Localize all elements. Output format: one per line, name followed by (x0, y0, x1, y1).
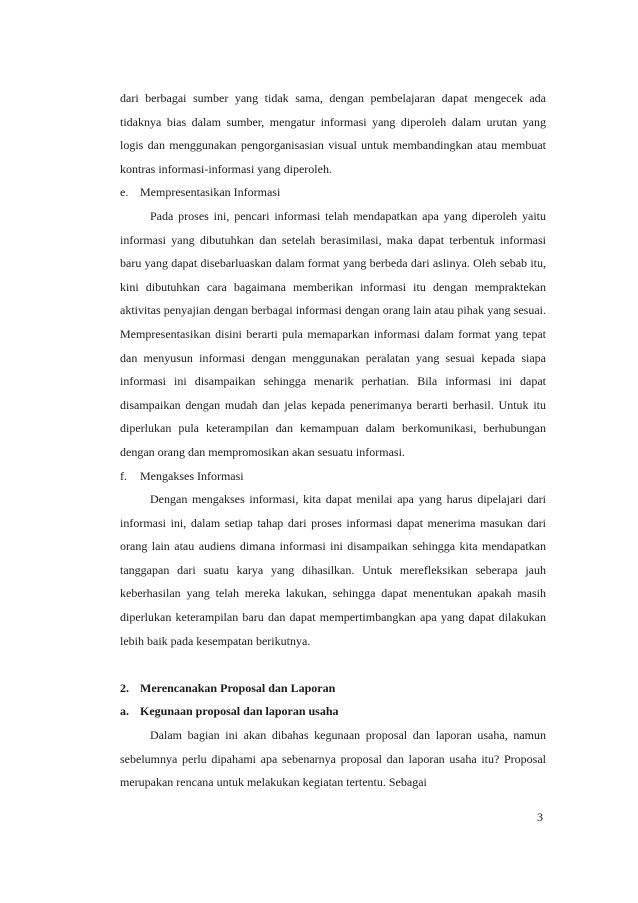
paragraph-kegunaan: Dalam bagian ini akan dibahas kegunaan proposal dan laporan usaha, namun sebelumnya perlu dipahami apa sebenarnya proposal dan laporan usaha itu? Proposal merupakan rencana untuk melakukan kegiatan tertentu. Sebagai (120, 728, 546, 790)
subheading-e-title: Mempresentasikan Informasi (140, 185, 281, 200)
page-body (120, 87, 546, 795)
subheading-a (120, 700, 546, 724)
subheading-f-title: Mengakses Informasi (140, 468, 244, 483)
page-number: 3 (537, 810, 543, 824)
subheading-f (120, 465, 546, 489)
subheading-a-title: Kegunaan proposal dan laporan usaha (140, 704, 339, 719)
paragraph-continuation: dari berbagai sumber yang tidak sama, dengan pembelajaran dapat mengecek ada tidaknya bias dalam sumber, mengatur informasi yang diperoleh dalam urutan yang logis dan menggunakan pengorganisasian visual untuk membandingkan atau membuat kontras informasi-informasi yang diperoleh. (120, 91, 546, 176)
subheading-e-label: e. (120, 185, 129, 200)
paragraph-mengakses: Dengan mengakses informasi, kita dapat menilai apa yang harus dipelajari dari informasi ini, dalam setiap tahap dari proses informasi dapat menerima masukan dari orang lain atau audiens dimana informasi ini disampaikan sehingga kita mendapatkan tanggapan dari suatu karya yang dihasilkan. Untuk merefleksikan seberapa jauh keberhasilan yang telah mereka lakukan, sehingga dapat menentukan apakah masih diperlukan keterampilan baru dan dapat mempertimbangkan apa yang dapat dilakukan lebih baik pada kesempatan berikutnya. (120, 492, 546, 648)
subheading-f-label: f. (120, 468, 127, 483)
paragraph-mempresentasikan: Pada proses ini, pencari informasi telah mendapatkan apa yang diperoleh yaitu informasi yang dibutuhkan dan setelah berasimilasi, maka dapat terbentuk informasi baru yang dapat disebarluaskan dalam format yang berbeda dari aslinya. Oleh sebab itu, kini dibutuhkan cara bagaimana memberikan informasi itu dengan mempraktekan aktivitas penyajian dengan berbagai informasi dengan orang lain atau pihak yang sesuai. Mempresentasikan disini berarti pula memaparkan informasi dalam format yang tepat dan menyusun informasi dengan menggunakan peralatan yang sesuai kepada siapa informasi ini disampaikan sehingga menarik perhatian. Bila informasi ini dapat disampaikan dengan mudah dan jelas kepada penerimanya berarti berhasil. Untuk itu diperlukan pula keterampilan dan kemampuan dalam berkomunikasi, berhubungan dengan orang dan mempromosikan akan sesuatu informasi. (120, 208, 546, 459)
section-heading-2 (120, 677, 546, 701)
section-heading-2-title: Merencanakan Proposal dan Laporan (140, 680, 336, 695)
subheading-a-label: a. (120, 704, 129, 719)
subheading-e (120, 181, 546, 205)
section-heading-2-label: 2. (120, 680, 129, 695)
